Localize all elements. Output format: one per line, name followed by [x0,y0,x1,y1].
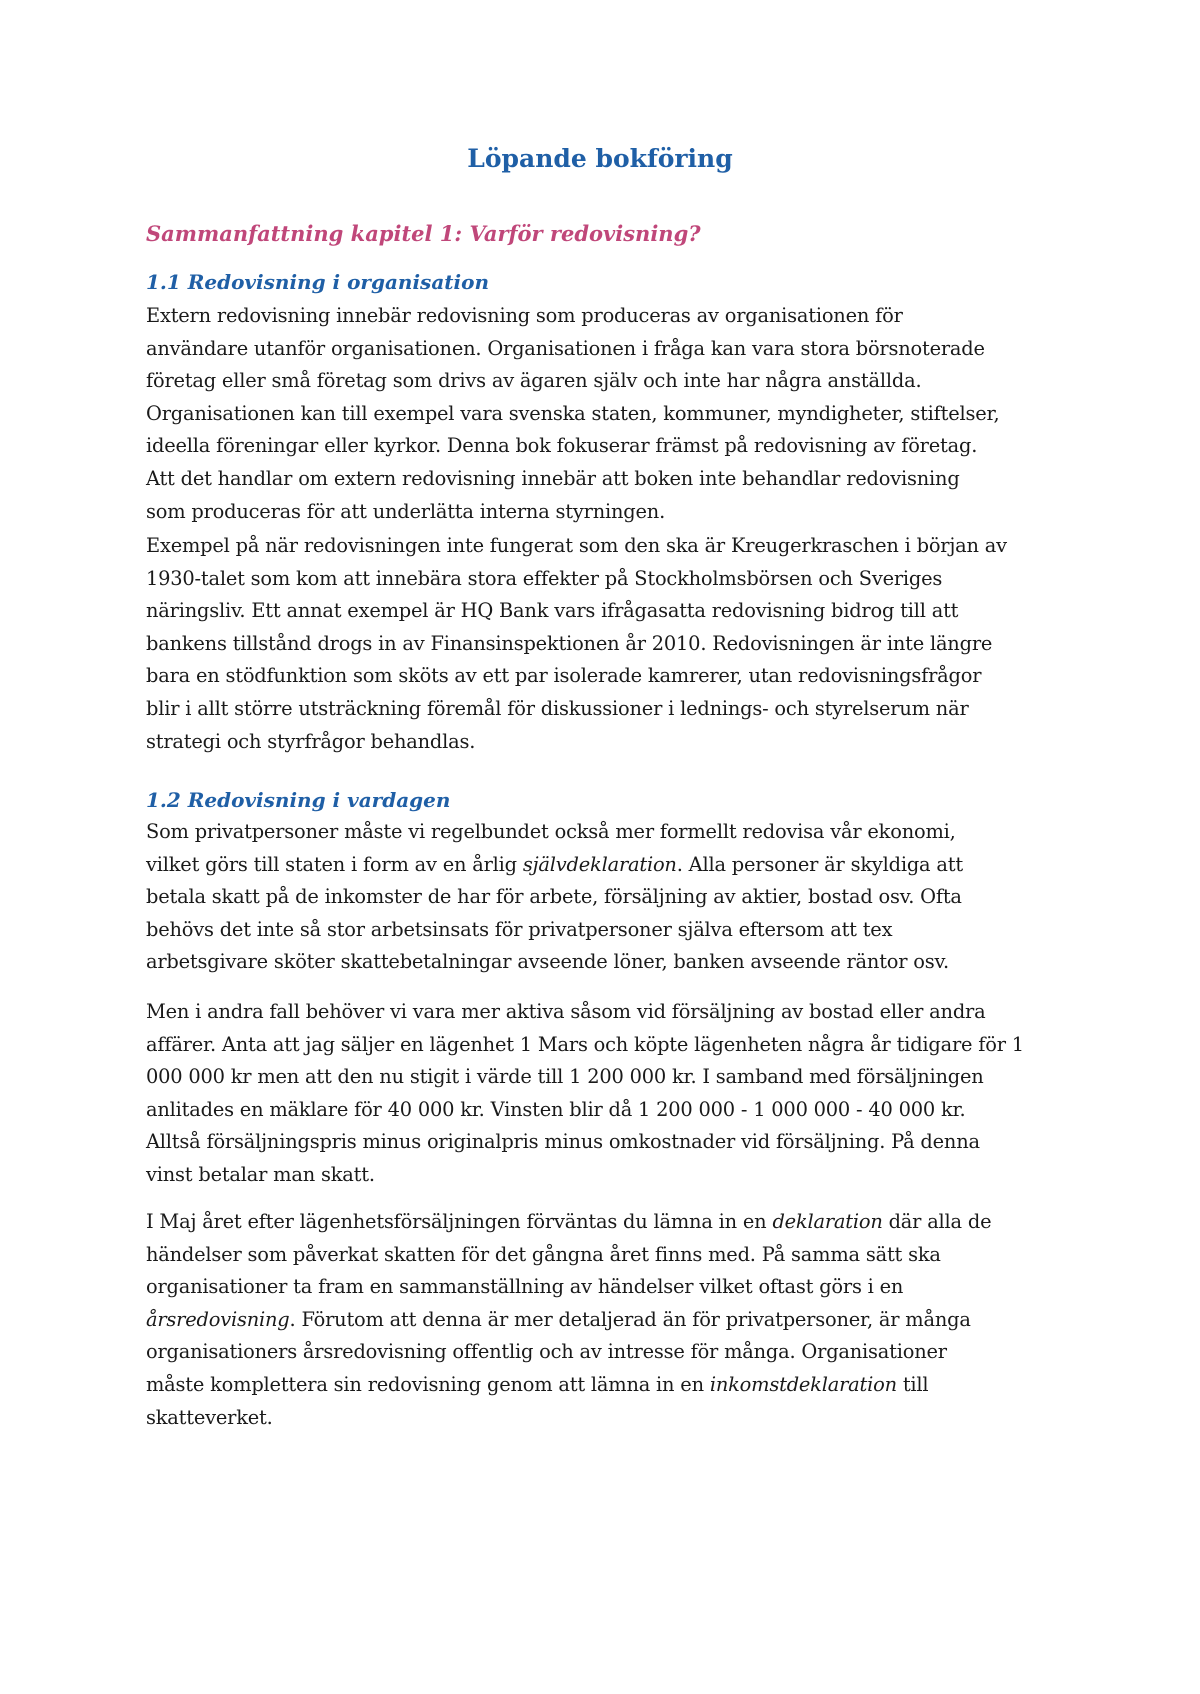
text-line: näringsliv. Ett annat exempel är HQ Bank vars ifrågasatta redovisning bidrog till att [146,599,959,623]
paragraph-1-1-b [146,530,1066,758]
text-line: bara en stödfunktion som sköts av ett par isolerade kamrerer, utan redovisningsfrågor [146,664,982,688]
text-line: organisationer ta fram en sammanställning av händelser vilket oftast görs i en [146,1275,904,1299]
text-line: Att det handlar om extern redovisning innebär att boken inte behandlar redovisning [146,466,960,490]
paragraph-1-2-b [146,996,1066,1192]
text-line: affärer. Anta att jag säljer en lägenhet 1 Mars och köpte lägenheten några år tidigare för 1 [146,1032,1024,1056]
text-line: Alltså försäljningspris minus originalpris minus omkostnader vid försäljning. På denna [146,1130,980,1154]
text-line: Extern redovisning innebär redovisning som produceras av organisationen för [146,304,903,327]
emphasis-term: årsredovisning [146,1307,290,1331]
text-line: arbetsgivare sköter skattebetalningar avseende löner, banken avseende räntor osv. [146,950,949,974]
text-line: organisationers årsredovisning offentlig och av intresse för många. Organisationer [146,1340,947,1364]
text-line: årsredovisning. Förutom att denna är mer detaljerad än för privatpersoner, är många [146,1307,971,1331]
emphasis-term: deklaration [772,1210,883,1233]
paragraph-1-1-a [146,300,1066,528]
text-line: som produceras för att underlätta interna styrningen. [146,499,666,523]
text-line: Organisationen kan till exempel vara svenska staten, kommuner, myndigheter, stiftelser, [146,401,1000,425]
text-line: betala skatt på de inkomster de har för arbete, försäljning av aktier, bostad osv. Ofta [146,885,962,909]
text-line: 1930-talet som kom att innebära stora effekter på Stockholmsbörsen och Sveriges [146,566,943,590]
text-line: strategi och styrfrågor behandlas. [146,729,476,753]
text-line: händelser som påverkat skatten för det gångna året finns med. På samma sätt ska [146,1242,941,1266]
text-line: Men i andra fall behöver vi vara mer aktiva såsom vid försäljning av bostad eller andra [146,1000,986,1023]
text-line: bankens tillstånd drogs in av Finansinspektionen år 2010. Redovisningen är inte längre [146,631,993,655]
summary-heading: Sammanfattning kapitel 1: Varför redovisning? [146,221,701,246]
text-line: Som privatpersoner måste vi regelbundet också mer formellt redovisa vår ekonomi, [146,820,956,843]
text-line: skatteverket. [146,1405,273,1429]
emphasis-term: självdeklaration [522,852,677,876]
text-line: måste komplettera sin redovisning genom att lämna in en inkomstdeklaration till [146,1372,929,1396]
text-line: vilket görs till staten i form av en årlig självdeklaration. Alla personer är skyldiga att [146,852,963,876]
text-line: anlitades en mäklare för 40 000 kr. Vinsten blir då 1 200 000 - 1 000 000 - 40 000 kr. [146,1097,966,1121]
section-heading-1-2: 1.2 Redovisning i vardagen [146,788,451,812]
page-title: Löpande bokföring [467,144,733,173]
paragraph-1-2-c [146,1206,1066,1434]
emphasis-term: inkomstdeklaration [709,1372,897,1396]
text-line: behövs det inte så stor arbetsinsats för privatpersoner själva eftersom att tex [146,917,893,941]
text-line: 000 000 kr men att den nu stigit i värde till 1 200 000 kr. I samband med försäljningen [146,1065,984,1089]
text-line: vinst betalar man skatt. [146,1162,375,1186]
section-heading-1-1: 1.1 Redovisning i organisation [146,270,489,294]
text-line: blir i allt större utsträckning föremål för diskussioner i lednings- och styrelserum när [146,696,969,720]
paragraph-1-2-a [146,816,1066,979]
text-line: Exempel på när redovisningen inte fungerat som den ska är Kreugerkraschen i början av [146,534,1007,557]
text-line: ideella föreningar eller kyrkor. Denna bok fokuserar främst på redovisning av företag. [146,434,978,458]
text-line: företag eller små företag som drivs av ägaren själv och inte har några anställda. [146,369,922,393]
text-line: I Maj året efter lägenhetsförsäljningen förväntas du lämna in en deklaration där alla de [146,1210,992,1233]
text-line: användare utanför organisationen. Organisationen i fråga kan vara stora börsnoterade [146,336,985,360]
